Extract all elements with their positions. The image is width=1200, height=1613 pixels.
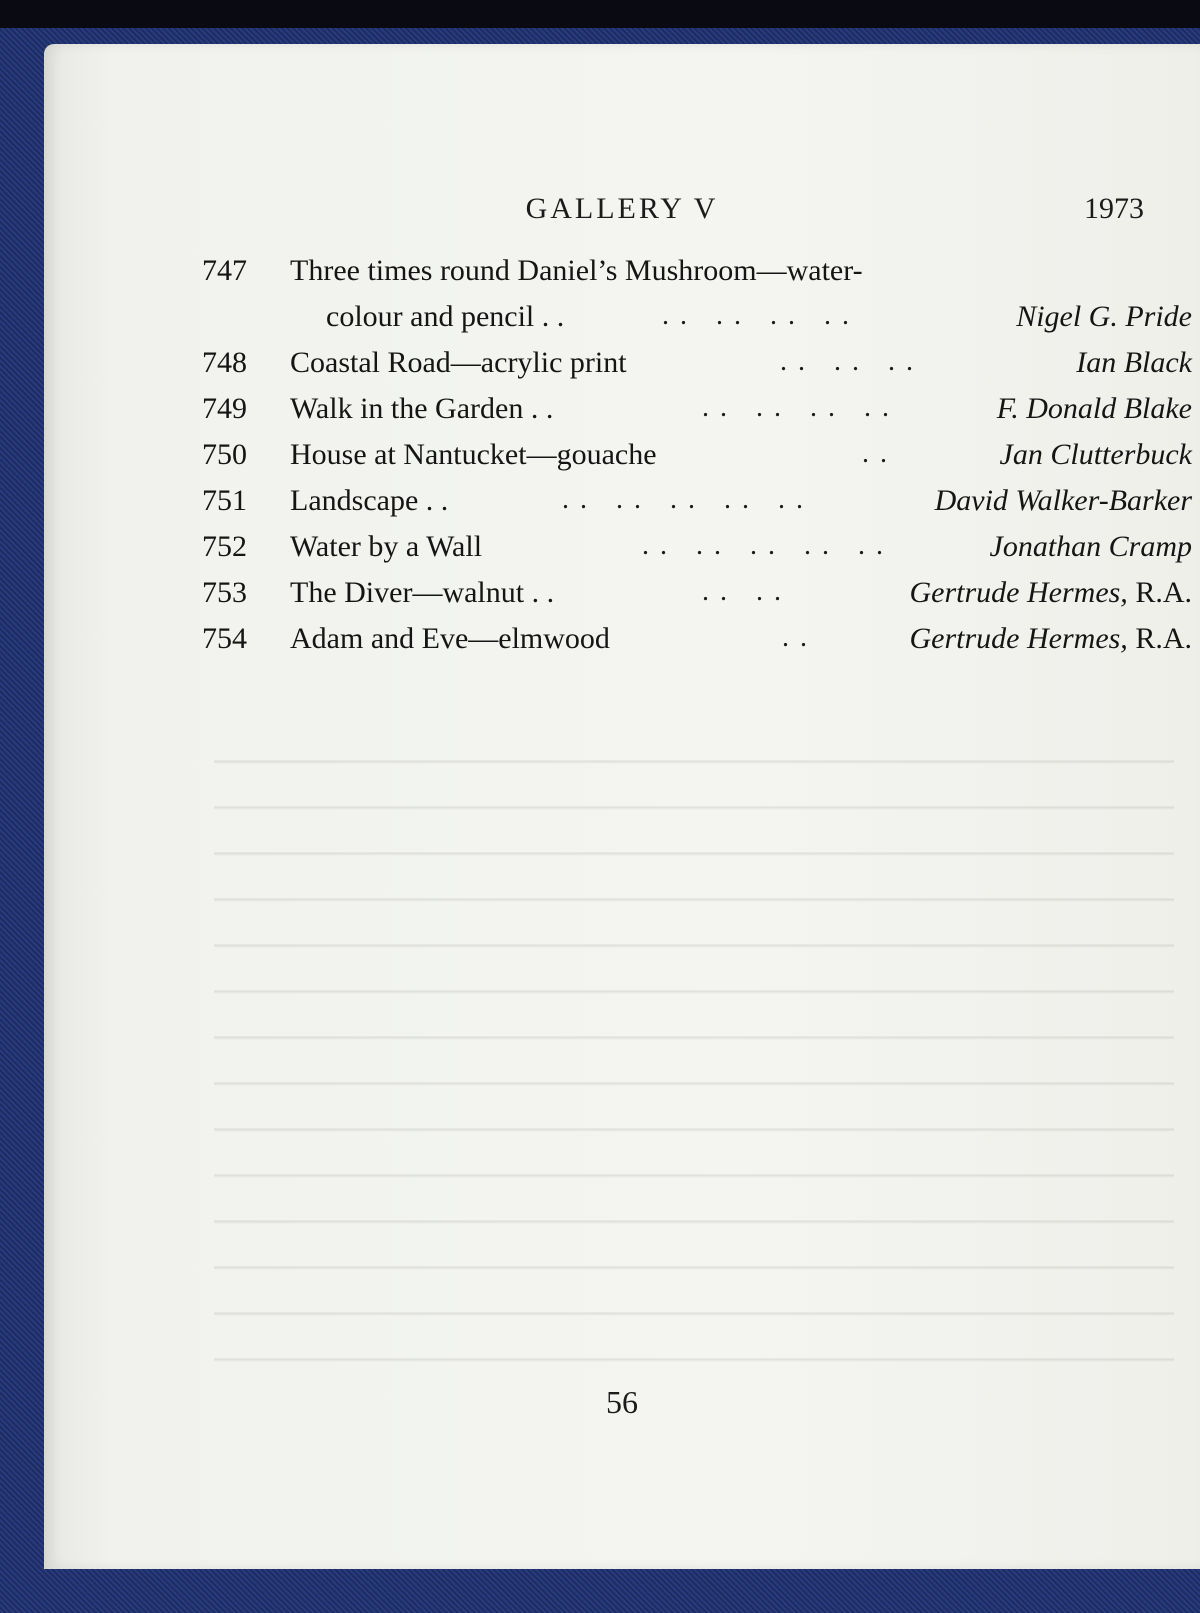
leader-dots: . . . . . . . . . .	[562, 484, 805, 515]
entry-title: Adam and Eve—elmwood	[290, 622, 610, 655]
page-header	[44, 192, 1200, 232]
entry-title: House at Nantucket—gouache	[290, 438, 657, 471]
gallery-heading: GALLERY V	[525, 192, 719, 225]
entry-number: 751	[202, 484, 247, 517]
artist-name: Gertrude Hermes,	[909, 576, 1128, 609]
entry-artist: F. Donald Blake	[996, 392, 1192, 425]
entry-title: Coastal Road—acrylic print	[290, 346, 627, 379]
entry-number: 748	[202, 346, 247, 379]
list-item	[202, 392, 1192, 438]
entry-artist: Nigel G. Pride	[1016, 300, 1192, 333]
catalogue-page	[44, 44, 1200, 1569]
leader-dots: . . . .	[702, 576, 783, 607]
entry-title: Walk in the Garden . .	[290, 392, 554, 425]
entry-artist: Ian Black	[1076, 346, 1192, 379]
artist-honour: R.A.	[1127, 576, 1192, 609]
leader-dots: . .	[862, 438, 889, 469]
year-label: 1973	[1084, 192, 1144, 225]
list-item	[202, 254, 1192, 300]
entry-number: 753	[202, 576, 247, 609]
list-item-continuation	[202, 300, 1192, 346]
entry-number: 749	[202, 392, 247, 425]
entry-title: Landscape . .	[290, 484, 449, 517]
leader-dots: . . . . . . . . . .	[642, 530, 885, 561]
entry-number: 750	[202, 438, 247, 471]
leader-dots: . . . . . .	[780, 346, 915, 377]
artist-honour: R.A.	[1127, 622, 1192, 655]
entry-title: The Diver—walnut . .	[290, 576, 555, 609]
artist-name: Gertrude Hermes,	[909, 622, 1128, 655]
entry-artist	[910, 576, 1192, 610]
entry-artist: Jonathan Cramp	[989, 530, 1192, 563]
list-item	[202, 484, 1192, 530]
entry-title: Water by a Wall	[290, 530, 483, 563]
list-item	[202, 576, 1192, 622]
page-number: 56	[606, 1384, 638, 1420]
leader-dots: . .	[782, 622, 809, 653]
entry-title-continuation: colour and pencil . .	[326, 300, 565, 333]
leader-dots: . . . . . . . .	[702, 392, 891, 423]
entry-artist	[910, 622, 1192, 656]
list-item	[202, 346, 1192, 392]
list-item	[202, 622, 1192, 668]
list-item	[202, 438, 1192, 484]
list-item	[202, 530, 1192, 576]
entry-artist: David Walker-Barker	[934, 484, 1192, 517]
entry-artist: Jan Clutterbuck	[999, 438, 1192, 471]
entry-number: 747	[202, 254, 247, 287]
entry-title: Three times round Daniel’s Mushroom—water-	[290, 254, 863, 287]
entry-number: 752	[202, 530, 247, 563]
entry-number: 754	[202, 622, 247, 655]
leader-dots: . . . . . . . .	[662, 300, 851, 331]
show-through-text	[214, 734, 1174, 1394]
